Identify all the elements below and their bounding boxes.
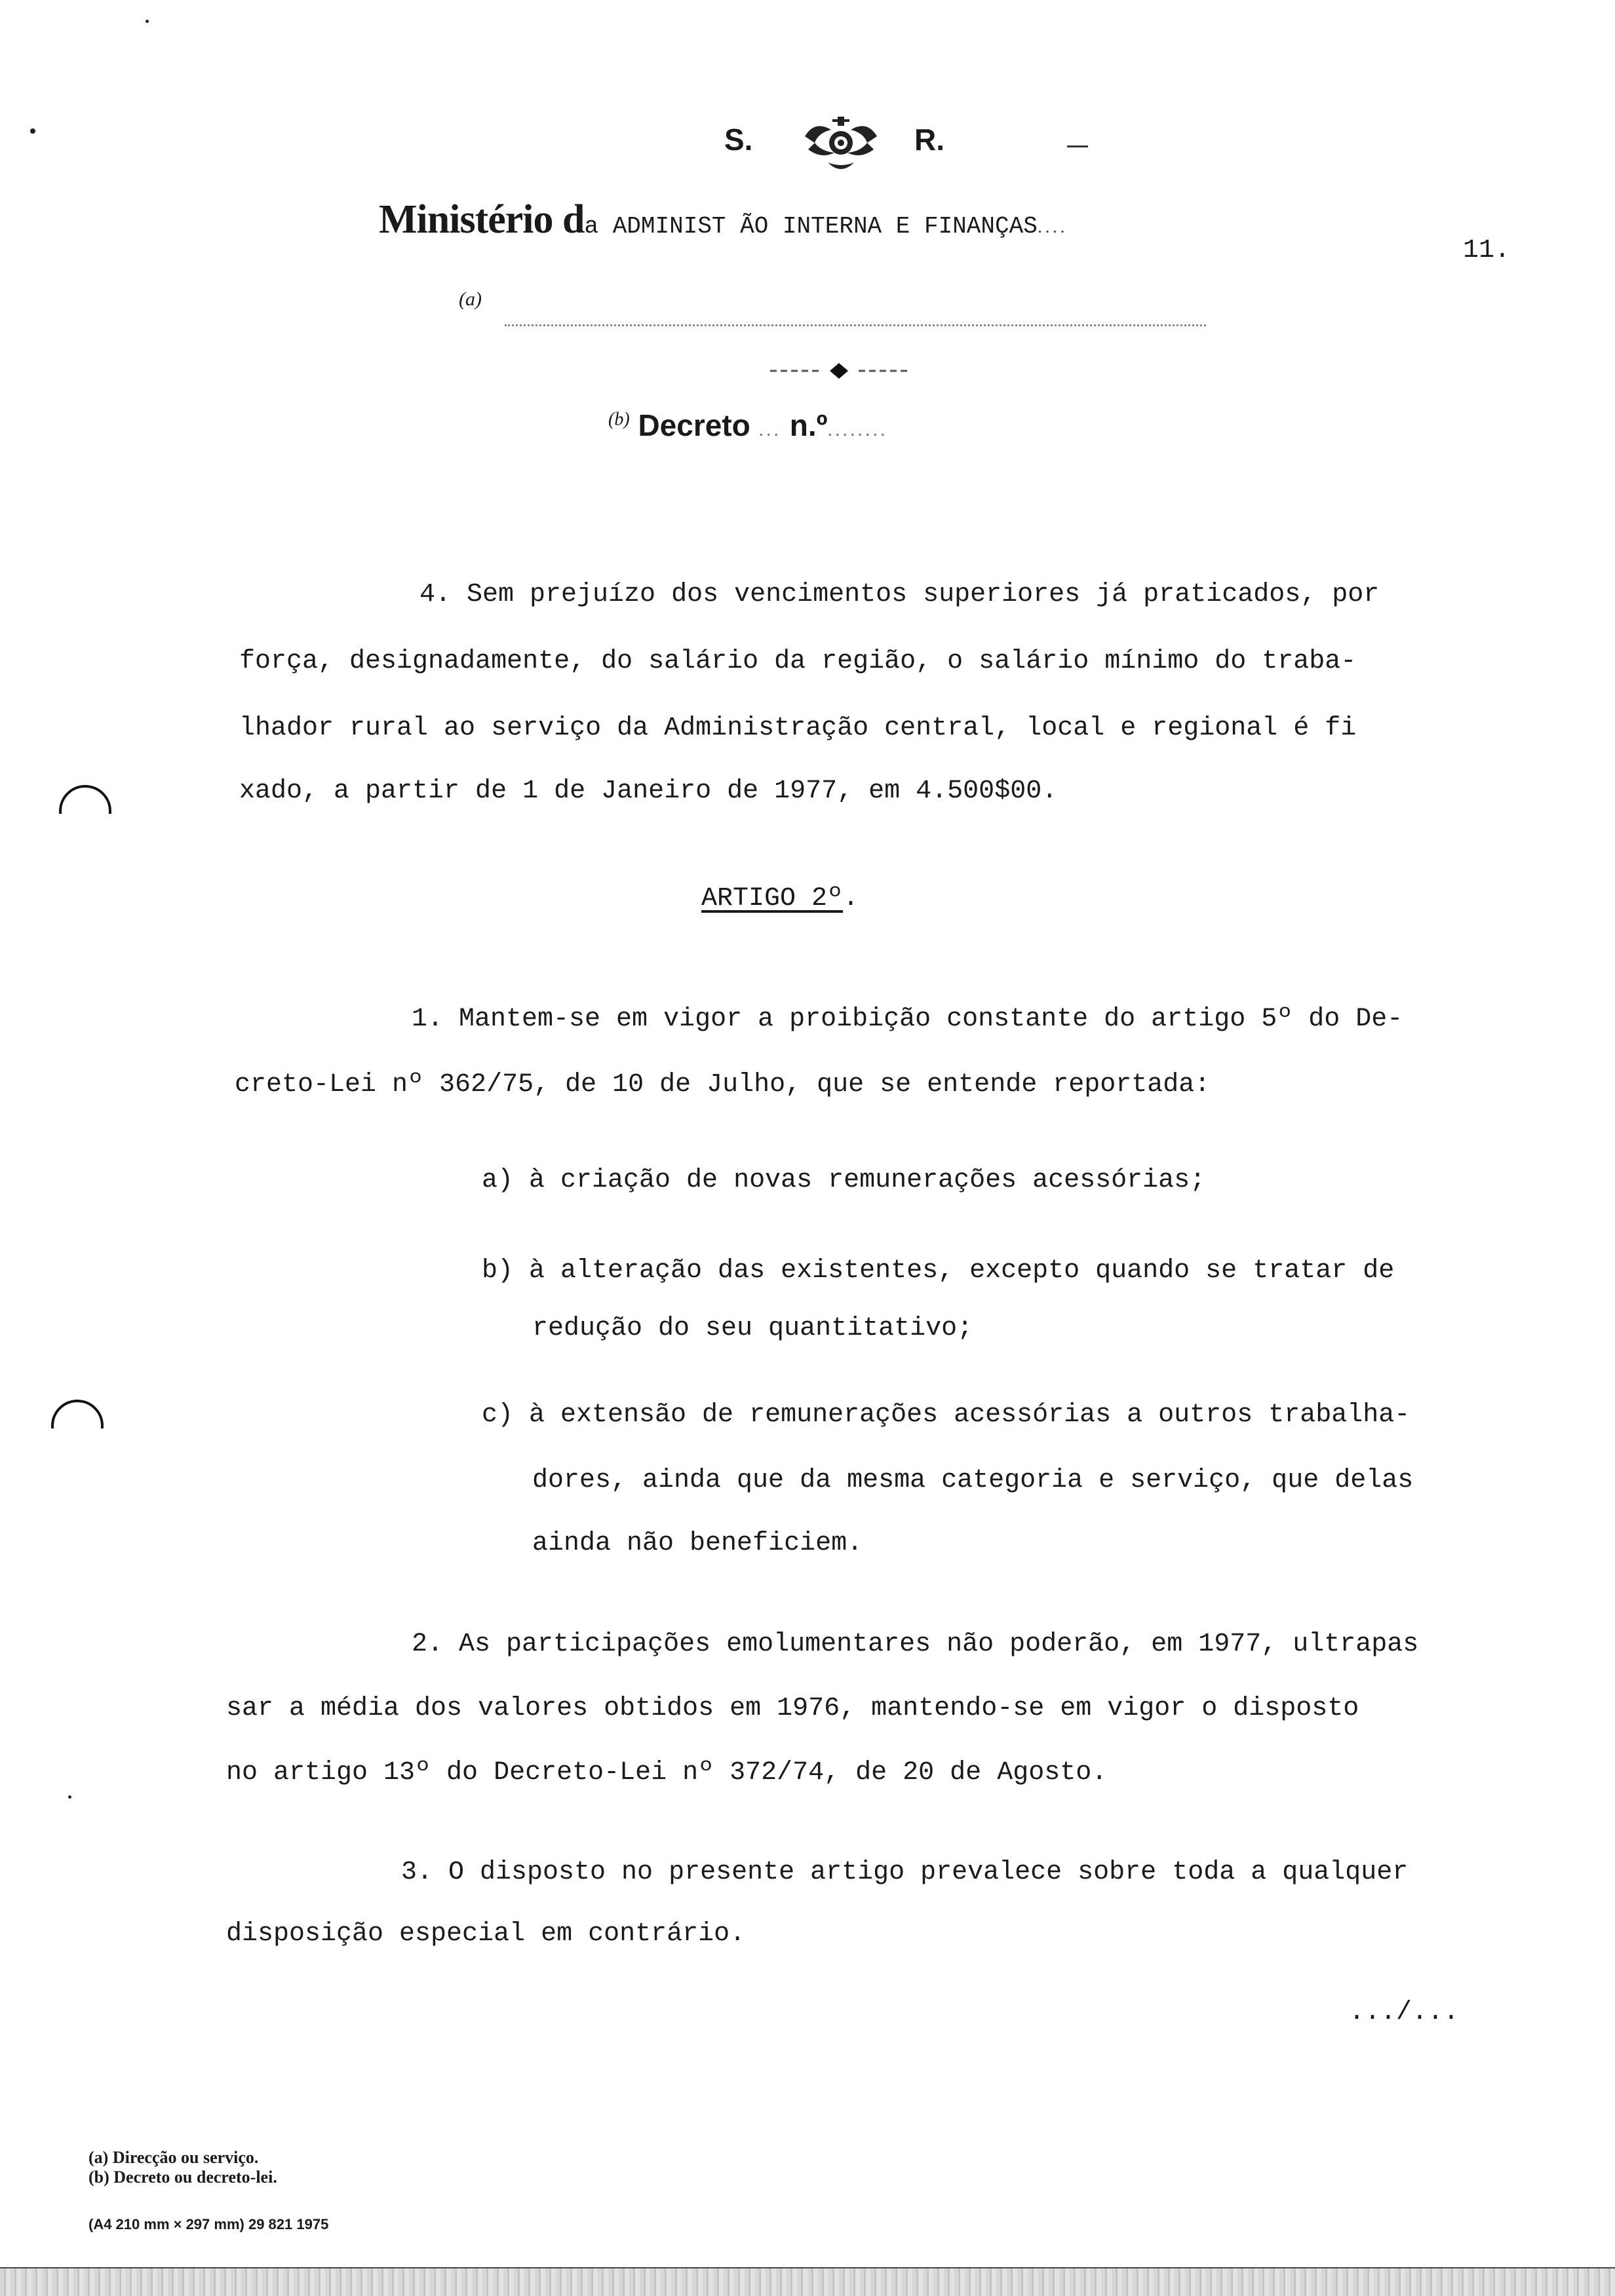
ministerio-label: Ministério d [379,197,585,242]
artigo-heading-text: ARTIGO 2º [701,884,844,913]
diamond-separator-icon [767,358,911,384]
artigo-heading-period: . [843,884,859,913]
punch-hole-lower [51,1400,104,1452]
scan-speck [146,20,149,23]
punch-hole-upper [59,785,111,837]
item1-line-2: creto-Lei nº 362/75, de 10 de Julho, que se entende reportada: [235,1070,1211,1100]
numero-label: n.º [789,408,828,442]
artigo-heading [701,886,859,912]
page-number: 11. [1463,236,1511,265]
sub-item-b-line-2: redução do seu quantitativo; [532,1314,973,1343]
header-dash [1067,145,1088,147]
para4-line-1: 4. Sem prejuízo dos vencimentos superiores já praticados, por [419,580,1380,609]
para4-line-2: força, designadamente, do salário da região, o salário mínimo do traba- [239,647,1357,676]
sub-item-c-line-3: ainda não beneficiem. [532,1529,863,1558]
header-letter-r: R. [914,123,944,157]
para4-line-4: xado, a partir de 1 de Janeiro de 1977, em 4.500$00. [239,776,1058,806]
decreto-label: Decreto [638,408,750,442]
sub-item-c-line-1: c) à extensão de remunerações acessórias a outros trabalha- [482,1400,1411,1430]
para4-line-3: lhador rural ao serviço da Administração central, local e regional é fi [239,714,1357,743]
item2-line-1: 2. As participações emolumentares não poderão, em 1977, ultrapas [412,1630,1419,1659]
ministry-dots: .... [1037,216,1068,237]
ministry-line [379,197,1068,243]
item3-line-1: 3. O disposto no presente artigo prevalece sobre toda a qualquer [401,1858,1409,1887]
marker-a: (a) [459,288,482,310]
sub-item-b-line-1: b) à alteração das existentes, excepto quando se tratar de [482,1256,1395,1286]
ministry-name: a ADMINIST ÃO INTERNA E FINANÇAS [584,213,1038,240]
sub-item-a: a) à criação de novas remunerações acessórias; [482,1166,1206,1195]
form-code: (A4 210 mm × 297 mm) 29 821 1975 [88,2216,329,2232]
direccao-dotted-line [505,324,1206,326]
decreto-dots: ... [758,419,782,440]
sub-item-c-line-2: dores, ainda que da mesma categoria e serviço, que delas [532,1466,1414,1495]
numero-dots: ........ [827,419,888,440]
scan-speck [30,128,35,134]
scan-speck [68,1795,71,1799]
footnote-b: (b) Decreto ou decreto-lei. [88,2168,277,2187]
item3-line-2: disposição especial em contrário. [226,1919,746,1949]
continuation-mark: .../... [1349,1998,1460,2027]
item1-line-1: 1. Mantem-se em vigor a proibição constante do artigo 5º do De- [412,1004,1403,1034]
marker-b: (b) [608,409,630,430]
header-letter-s: S. [724,123,753,157]
coat-of-arms-icon [792,110,890,176]
decreto-line [608,408,887,443]
footnote-a: (a) Direcção ou serviço. [88,2148,259,2167]
scan-bottom-edge [0,2268,1615,2296]
item2-line-2: sar a média dos valores obtidos em 1976, mantendo-se em vigor o disposto [226,1694,1359,1723]
item2-line-3: no artigo 13º do Decreto-Lei nº 372/74, de 20 de Agosto. [226,1758,1108,1788]
